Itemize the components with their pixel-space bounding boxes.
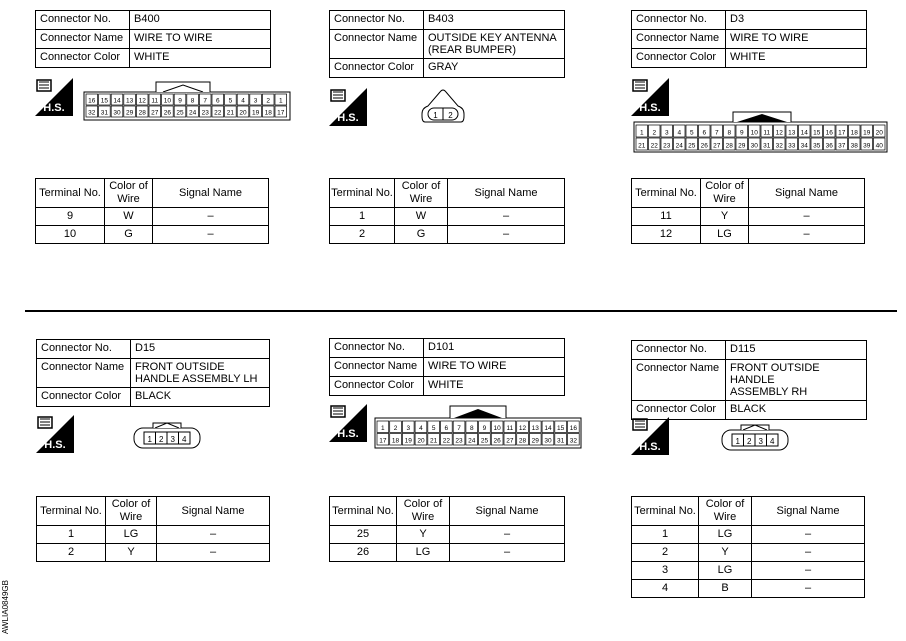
terminal-no-header: Terminal No. — [36, 179, 105, 208]
pin-label: 16 — [569, 425, 577, 432]
pin-label: 17 — [838, 129, 846, 137]
pin-label: 10 — [493, 425, 501, 432]
pin-label: 20 — [875, 129, 883, 137]
wire-color: Y — [699, 544, 752, 562]
pin-label: 4 — [677, 129, 682, 137]
terminal-no: 1 — [37, 526, 106, 544]
connector-color-label: Connector Color — [37, 388, 131, 407]
pin-label: 16 — [88, 97, 96, 105]
pin-label: 6 — [215, 97, 220, 105]
wire-color: LG — [397, 544, 450, 562]
pin-label: 2 — [746, 437, 752, 446]
harness-side-icon — [36, 415, 74, 453]
pin-label: 2 — [448, 111, 453, 120]
hs-label: H.S. — [337, 428, 359, 440]
pin-label: 7 — [714, 129, 719, 137]
pin-label: 26 — [700, 142, 708, 150]
pin-label: 2 — [158, 435, 164, 444]
pin-label: 24 — [468, 437, 476, 445]
pin-label: 21 — [226, 109, 235, 117]
pin-label: 11 — [506, 425, 514, 432]
pin-label: 14 — [544, 425, 552, 432]
connector-name-value: WIRE TO WIRE — [424, 358, 565, 377]
connector-no-label: Connector No. — [36, 11, 130, 30]
connector-no-label: Connector No. — [330, 339, 424, 358]
pin-label: 19 — [863, 129, 871, 137]
pin-label: 37 — [838, 142, 846, 150]
pin-label: 1 — [278, 97, 283, 105]
signal-name-header: Signal Name — [450, 497, 565, 526]
terminal-no-header: Terminal No. — [632, 179, 701, 208]
pin-label: 34 — [800, 142, 808, 150]
connector-color-value: WHITE — [726, 49, 867, 68]
table-row — [330, 526, 565, 544]
terminal-no: 1 — [632, 526, 699, 544]
table-row — [632, 226, 865, 244]
connector-no-value: D3 — [726, 11, 867, 30]
table-row — [632, 208, 865, 226]
wire-color: W — [395, 208, 448, 226]
pin-label: 36 — [825, 142, 833, 150]
pin-label: 26 — [493, 437, 501, 445]
wire-color: Y — [701, 208, 749, 226]
connector-name-value: OUTSIDE KEY ANTENNA (REAR BUMPER) — [424, 30, 565, 59]
connector-no-value: D115 — [726, 341, 867, 360]
pin-label: 8 — [190, 97, 195, 105]
pin-label: 21 — [430, 437, 438, 445]
pin-label: 17 — [379, 437, 387, 445]
pin-label: 7 — [457, 425, 461, 432]
wire-color: Y — [397, 526, 450, 544]
signal-name: – — [752, 580, 865, 598]
pin-label: 15 — [813, 129, 821, 137]
table-row — [37, 544, 270, 562]
section-divider — [25, 310, 897, 312]
table-row — [632, 544, 865, 562]
pin-label: 23 — [455, 437, 463, 445]
pin-label: 29 — [531, 437, 539, 445]
pin-label: 15 — [557, 425, 565, 432]
pin-label: 13 — [125, 97, 134, 105]
table-row — [330, 208, 565, 226]
pin-label: 8 — [727, 129, 732, 137]
pin-label: 17 — [277, 109, 285, 117]
pin-label: 5 — [431, 425, 436, 432]
pin-label: 24 — [675, 142, 683, 150]
pin-label: 13 — [788, 129, 796, 137]
pin-label: 12 — [518, 425, 527, 432]
pin-label: 27 — [151, 109, 159, 117]
pin-label: 21 — [638, 142, 646, 150]
pin-label: 1 — [433, 111, 438, 120]
pin-label: 25 — [480, 437, 489, 445]
connector-color-label: Connector Color — [632, 401, 726, 420]
terminal-no: 4 — [632, 580, 699, 598]
harness-side-icon — [329, 404, 367, 442]
pin-label: 22 — [650, 142, 658, 150]
pin-label: 16 — [825, 129, 833, 137]
terminal-table-d15 — [36, 496, 270, 562]
connector-info-d15 — [36, 339, 270, 407]
connector-name-value: WIRE TO WIRE — [726, 30, 867, 49]
pin-label: 27 — [713, 142, 721, 150]
terminal-no: 2 — [632, 544, 699, 562]
color-of-wire-header: Color of Wire — [397, 497, 450, 526]
connector-face-b403 — [420, 86, 466, 126]
terminal-no: 2 — [37, 544, 106, 562]
pin-label: 18 — [850, 129, 858, 137]
signal-name: – — [157, 544, 270, 562]
pin-label: 3 — [170, 435, 175, 444]
signal-name-header: Signal Name — [448, 179, 565, 208]
connector-no-label: Connector No. — [632, 341, 726, 360]
connector-color-value: WHITE — [424, 377, 565, 396]
pin-label: 28 — [725, 142, 733, 150]
hs-label: H.S. — [43, 102, 65, 114]
table-row — [330, 544, 565, 562]
wire-color: LG — [701, 226, 749, 244]
connector-color-label: Connector Color — [330, 377, 424, 396]
connector-info-d3 — [631, 10, 867, 68]
wire-color: LG — [106, 526, 157, 544]
pin-label: 29 — [125, 109, 134, 117]
terminal-no: 25 — [330, 526, 397, 544]
connector-name-label: Connector Name — [632, 30, 726, 49]
pin-label: 13 — [531, 425, 539, 432]
pin-label: 10 — [750, 129, 758, 137]
connector-no-label: Connector No. — [330, 11, 424, 30]
pin-label: 23 — [663, 142, 671, 150]
color-of-wire-header: Color of Wire — [395, 179, 448, 208]
pin-label: 30 — [544, 437, 552, 445]
pin-label: 2 — [652, 129, 657, 137]
pin-label: 31 — [763, 142, 771, 150]
wire-color: W — [105, 208, 153, 226]
connector-color-label: Connector Color — [632, 49, 726, 68]
connector-face-d115 — [721, 422, 791, 452]
terminal-table-d3 — [631, 178, 865, 244]
pin-label: 22 — [442, 437, 450, 445]
pin-label: 4 — [181, 435, 187, 444]
pin-label: 18 — [391, 437, 400, 445]
pin-label: 19 — [251, 109, 260, 117]
pin-label: 19 — [404, 437, 412, 445]
pin-label: 8 — [469, 425, 474, 432]
table-row — [36, 226, 269, 244]
harness-side-icon — [329, 88, 367, 126]
pin-label: 20 — [239, 109, 247, 117]
terminal-table-d115 — [631, 496, 865, 598]
wire-color: G — [395, 226, 448, 244]
pin-label: 9 — [739, 129, 744, 137]
wire-color: LG — [699, 562, 752, 580]
signal-name: – — [752, 562, 865, 580]
terminal-no-header: Terminal No. — [632, 497, 699, 526]
hs-label: H.S. — [639, 102, 661, 114]
pin-label: 11 — [151, 97, 159, 105]
wire-color: B — [699, 580, 752, 598]
pin-label: 11 — [763, 129, 771, 137]
pin-label: 39 — [863, 142, 871, 150]
pin-label: 3 — [406, 425, 411, 432]
harness-side-icon — [631, 417, 669, 455]
pin-label: 14 — [113, 97, 121, 105]
connector-name-label: Connector Name — [330, 358, 424, 377]
pin-label: 9 — [482, 425, 487, 432]
signal-name: – — [153, 208, 269, 226]
pin-label: 15 — [100, 97, 109, 105]
signal-name-header: Signal Name — [153, 179, 269, 208]
table-row — [37, 526, 270, 544]
pin-label: 20 — [417, 437, 425, 445]
pin-label: 28 — [138, 109, 146, 117]
document-code: AWLIA0849GB — [1, 580, 10, 634]
connector-face-d15 — [133, 420, 203, 450]
connector-face-b400 — [83, 80, 293, 122]
connector-name-value: FRONT OUTSIDE HANDLE ASSEMBLY RH — [726, 360, 867, 401]
signal-name: – — [752, 544, 865, 562]
pin-label: 4 — [769, 437, 775, 446]
signal-name: – — [450, 544, 565, 562]
pin-label: 25 — [176, 109, 184, 117]
connector-name-label: Connector Name — [36, 30, 130, 49]
signal-name: – — [153, 226, 269, 244]
pin-label: 7 — [203, 97, 208, 105]
pin-label: 10 — [163, 97, 172, 105]
terminal-no: 9 — [36, 208, 105, 226]
connector-name-value: FRONT OUTSIDE HANDLE ASSEMBLY LH — [131, 359, 270, 388]
pin-label: 32 — [569, 437, 577, 445]
pin-label: 23 — [201, 109, 209, 117]
table-row — [330, 226, 565, 244]
pin-label: 3 — [758, 437, 763, 446]
connector-no-label: Connector No. — [632, 11, 726, 30]
pin-label: 2 — [393, 425, 398, 432]
terminal-no-header: Terminal No. — [330, 179, 395, 208]
pin-label: 4 — [241, 97, 245, 105]
wire-color: Y — [106, 544, 157, 562]
connector-info-b403 — [329, 10, 565, 78]
color-of-wire-header: Color of Wire — [106, 497, 157, 526]
signal-name: – — [749, 208, 865, 226]
pin-label: 3 — [253, 97, 258, 105]
connector-no-value: B403 — [424, 11, 565, 30]
connector-color-value: GRAY — [424, 59, 565, 78]
pin-label: 32 — [88, 109, 96, 117]
pin-label: 22 — [214, 109, 222, 117]
pin-label: 38 — [850, 142, 858, 150]
table-row — [632, 580, 865, 598]
signal-name-header: Signal Name — [752, 497, 865, 526]
pin-label: 30 — [750, 142, 758, 150]
hs-label: H.S. — [337, 112, 359, 124]
terminal-no: 10 — [36, 226, 105, 244]
signal-name-header: Signal Name — [157, 497, 270, 526]
pin-label: 40 — [875, 142, 883, 150]
pin-label: 26 — [163, 109, 172, 117]
table-row — [632, 562, 865, 580]
terminal-no: 1 — [330, 208, 395, 226]
pin-label: 1 — [735, 437, 740, 446]
connector-color-label: Connector Color — [36, 49, 130, 68]
signal-name: – — [749, 226, 865, 244]
pin-label: 30 — [113, 109, 121, 117]
pin-label: 3 — [664, 129, 669, 137]
pin-label: 18 — [264, 109, 272, 117]
connector-name-label: Connector Name — [632, 360, 726, 401]
pin-label: 9 — [178, 97, 182, 105]
terminal-no-header: Terminal No. — [37, 497, 106, 526]
color-of-wire-header: Color of Wire — [701, 179, 749, 208]
pin-label: 6 — [444, 425, 449, 432]
terminal-no: 26 — [330, 544, 397, 562]
hs-label: H.S. — [639, 441, 661, 453]
pin-label: 31 — [100, 109, 109, 117]
connector-info-b400 — [35, 10, 271, 68]
terminal-table-b400 — [35, 178, 269, 244]
connector-face-d101 — [374, 404, 584, 450]
pin-label: 31 — [557, 437, 565, 445]
signal-name: – — [448, 226, 565, 244]
connector-name-label: Connector Name — [37, 359, 131, 388]
pin-label: 1 — [381, 425, 385, 432]
connector-no-value: B400 — [130, 11, 271, 30]
connector-info-d115 — [631, 340, 867, 420]
connector-no-value: D15 — [131, 340, 270, 359]
connector-no-value: D101 — [424, 339, 565, 358]
signal-name: – — [448, 208, 565, 226]
pin-label: 1 — [147, 435, 152, 444]
terminal-table-b403 — [329, 178, 565, 244]
pin-label: 14 — [800, 129, 808, 137]
pin-label: 6 — [702, 129, 707, 137]
pin-label: 28 — [518, 437, 527, 445]
connector-color-label: Connector Color — [330, 59, 424, 78]
pin-label: 5 — [689, 129, 694, 137]
hs-label: H.S. — [44, 439, 66, 451]
table-row — [36, 208, 269, 226]
color-of-wire-header: Color of Wire — [105, 179, 153, 208]
connector-face-d3 — [633, 110, 889, 154]
connector-info-d101 — [329, 338, 565, 396]
connector-name-value: WIRE TO WIRE — [130, 30, 271, 49]
pin-label: 1 — [639, 129, 644, 137]
signal-name-header: Signal Name — [749, 179, 865, 208]
terminal-no: 3 — [632, 562, 699, 580]
connector-color-value: BLACK — [726, 401, 867, 420]
pin-label: 32 — [775, 142, 783, 150]
pin-label: 33 — [788, 142, 796, 150]
connector-color-value: BLACK — [131, 388, 270, 407]
signal-name: – — [450, 526, 565, 544]
terminal-no: 12 — [632, 226, 701, 244]
terminal-table-d101 — [329, 496, 565, 562]
pin-label: 27 — [506, 437, 514, 445]
terminal-no-header: Terminal No. — [330, 497, 397, 526]
harness-side-icon — [35, 78, 73, 116]
color-of-wire-header: Color of Wire — [699, 497, 752, 526]
terminal-no: 11 — [632, 208, 701, 226]
pin-label: 12 — [138, 97, 146, 105]
pin-label: 2 — [266, 97, 271, 105]
wire-color: G — [105, 226, 153, 244]
signal-name: – — [157, 526, 270, 544]
pin-label: 35 — [813, 142, 821, 150]
wire-color: LG — [699, 526, 752, 544]
connector-color-value: WHITE — [130, 49, 271, 68]
pin-label: 29 — [738, 142, 746, 150]
signal-name: – — [752, 526, 865, 544]
pin-label: 4 — [419, 425, 423, 432]
connector-name-label: Connector Name — [330, 30, 424, 59]
pin-label: 5 — [228, 97, 233, 105]
pin-label: 12 — [775, 129, 783, 137]
table-row — [632, 526, 865, 544]
pin-label: 24 — [188, 109, 197, 117]
pin-label: 25 — [688, 142, 696, 150]
terminal-no: 2 — [330, 226, 395, 244]
connector-no-label: Connector No. — [37, 340, 131, 359]
